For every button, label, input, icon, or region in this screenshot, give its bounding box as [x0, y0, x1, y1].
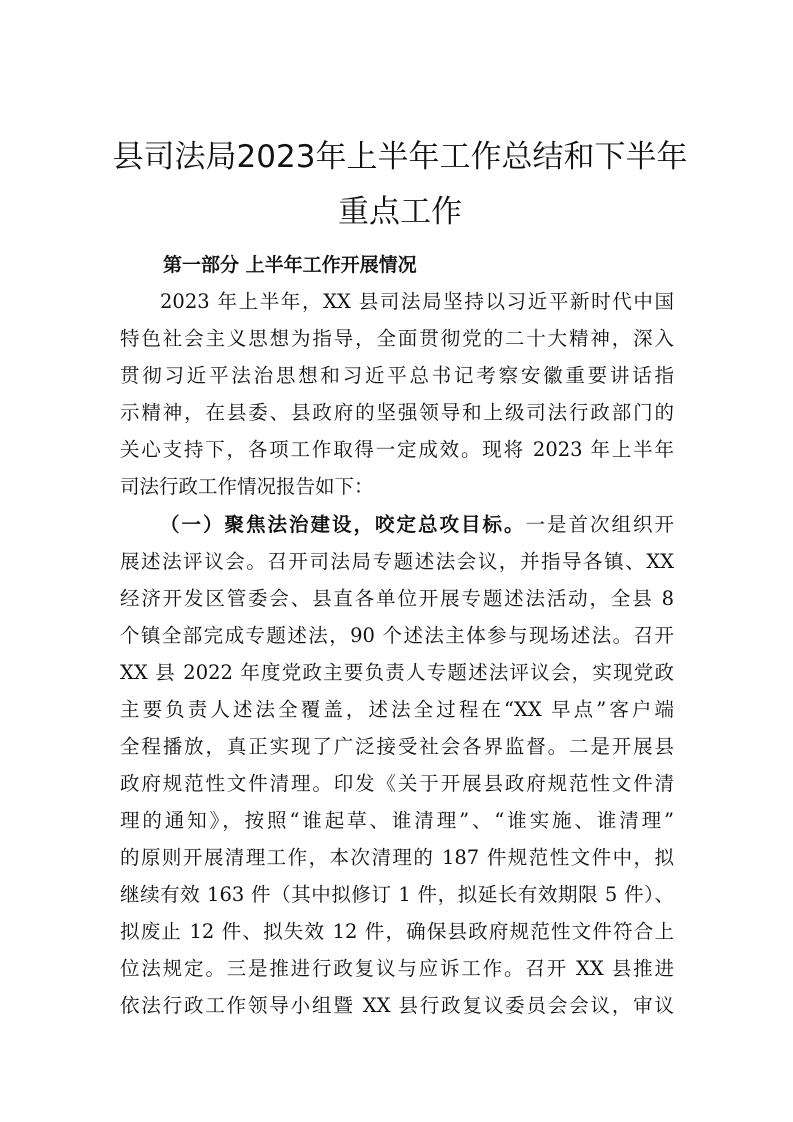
paragraph-line: 的原则开展清理工作，本次清理的 187 件规范性文件中，拟	[120, 846, 674, 869]
paragraph-line: XX 县 2022 年度党政主要负责人专题述法评议会，实现党政	[120, 661, 674, 684]
paragraph-line: 特色社会主义思想为指导，全面贯彻党的二十大精神，深入	[120, 327, 674, 350]
paragraph-line: 个镇全部完成专题述法，90 个述法主体参与现场述法。召开	[120, 624, 674, 647]
paragraph-line: 依法行政工作领导小组暨 XX 县行政复议委员会会议，审议	[120, 994, 674, 1017]
paragraph-line: 全程播放，真正实现了广泛接受社会各界监督。二是开展县	[120, 735, 674, 758]
paragraph-line: 位法规定。三是推进行政复议与应诉工作。召开 XX 县推进	[120, 957, 674, 980]
paragraph-line: 展述法评议会。召开司法局专题述法会议，并指导各镇、XX	[120, 550, 674, 573]
paragraph-line	[160, 514, 674, 536]
document-title-line-2: 重点工作	[338, 194, 462, 230]
paragraph-line: 示精神，在县委、县政府的坚强领导和上级司法行政部门的	[120, 401, 674, 424]
paragraph-line: 主要负责人述法全覆盖，述法全过程在“XX 早点”客户端	[120, 698, 674, 721]
document-title-line-1: 县司法局2023年上半年工作总结和下半年	[112, 139, 688, 175]
paragraph-line: 继续有效 163 件（其中拟修订 1 件，拟延长有效期限 5 件）、	[120, 883, 674, 906]
section-heading: 第一部分 上半年工作开展情况	[163, 254, 417, 276]
paragraph-heading: （一）聚焦法治建设，咬定总攻目标。	[160, 513, 526, 536]
paragraph-text: 一是首次组织开	[525, 513, 674, 536]
paragraph-line: 经济开发区管委会、县直各单位开展专题述法活动，全县 8	[120, 587, 674, 610]
paragraph-line: 贯彻习近平法治思想和习近平总书记考察安徽重要讲话指	[120, 364, 674, 387]
paragraph-line: 理的通知》，按照“谁起草、谁清理”、“谁实施、谁清理”	[120, 809, 674, 832]
paragraph-line: 拟废止 12 件、拟失效 12 件，确保县政府规范性文件符合上	[120, 920, 674, 943]
paragraph-line: 2023 年上半年，XX 县司法局坚持以习近平新时代中国	[160, 290, 674, 313]
paragraph-line: 关心支持下，各项工作取得一定成效。现将 2023 年上半年	[120, 438, 674, 461]
paragraph-line: 政府规范性文件清理。印发《关于开展县政府规范性文件清	[120, 772, 674, 795]
paragraph-line: 司法行政工作情况报告如下：	[120, 475, 374, 498]
